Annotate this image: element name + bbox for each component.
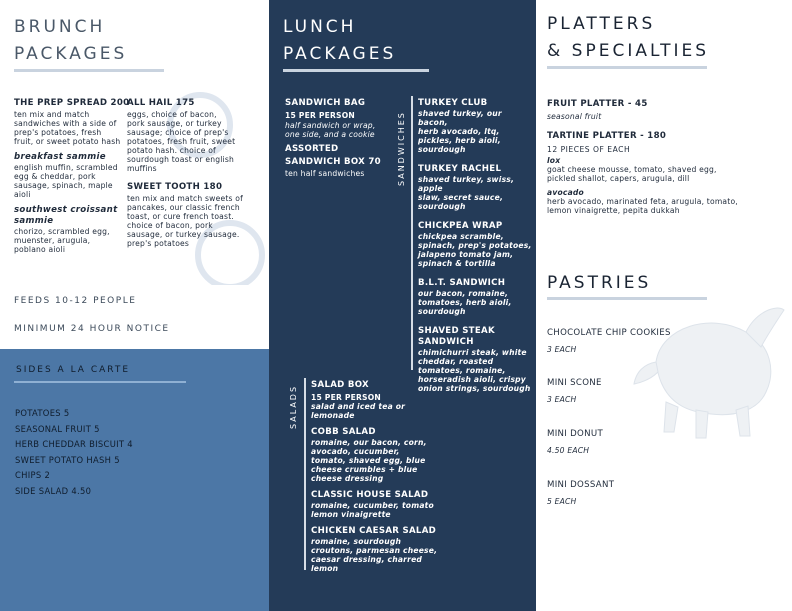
lox-desc: goat cheese mousse, tomato, shaved egg, pickled shallot, capers, arugula, dill (547, 165, 717, 183)
southwest-croissant-desc: chorizo, scrambled egg, muenster, arugula, poblano aioli (14, 227, 110, 254)
list-item (547, 378, 671, 429)
list-item (311, 490, 461, 519)
pastry-title: CHOCOLATE CHIP COOKIES (547, 328, 671, 338)
sandwich-bag-price: 15 PER PERSON (285, 111, 355, 120)
list-item (418, 278, 534, 316)
list-item: HERB CHEDDAR BISCUIT 4 (15, 439, 133, 449)
fruit-platter-title: FRUIT PLATTER - 45 (547, 99, 648, 109)
sandwich-desc: shaved turkey, swiss, apple slaw, secret sauce, sourdough (418, 175, 515, 211)
lunch-title: LUNCH PACKAGES (283, 17, 397, 64)
pastries-list (547, 328, 671, 506)
sides-title-rule (14, 381, 186, 383)
sandwiches-list (418, 98, 534, 393)
pastry-title: MINI DOSSANT (547, 480, 615, 490)
pastry-price: 3 EACH (547, 395, 577, 404)
sandwich-bag-title: SANDWICH BAG (285, 98, 366, 108)
list-item (418, 221, 534, 268)
list-item (311, 427, 461, 483)
platters-section (536, 0, 792, 611)
assorted-box-title: ASSORTED SANDWICH BOX 70 (285, 144, 381, 167)
southwest-croissant-title: southwest croissant sammie (14, 205, 118, 226)
sandwich-desc: chickpea scramble, spinach, prep's potatoes, jalapeno tomato jam, spinach & tortilla (418, 232, 532, 268)
brunch-title-rule (14, 69, 164, 72)
lunch-section (269, 0, 536, 611)
list-item: SEASONAL FRUIT 5 (15, 423, 100, 434)
sweet-tooth-desc: ten mix and match sweets of pancakes, our classic french toast, or cure french toast. choice of bacon, pork sausage, or turkey sausage. prep's potatoes (127, 194, 243, 248)
salad-desc: romaine, cucumber, tomato lemon vinaigrette (311, 501, 434, 519)
prep-spread-item (14, 98, 129, 254)
platters-title: PLATTERS & SPECIALTIES (547, 14, 710, 61)
list-item (418, 164, 534, 211)
sweet-tooth-title: SWEET TOOTH 180 (127, 182, 223, 192)
list-item (418, 98, 534, 154)
avocado-title: avocado (547, 188, 584, 197)
fruit-platter-item (547, 99, 787, 121)
brunch-section (0, 0, 269, 349)
sandwich-title: TURKEY RACHEL (418, 164, 502, 174)
sides-list (15, 406, 133, 499)
pastry-price: 5 EACH (547, 497, 577, 506)
salad-desc: romaine, our bacon, corn, avocado, cucumber, tomato, shaved egg, blue cheese crumbles + blue cheese dressing (311, 438, 427, 483)
salad-title: CLASSIC HOUSE SALAD (311, 490, 429, 500)
list-item (547, 429, 671, 480)
prep-spread-title: THE PREP SPREAD 200 (14, 98, 130, 108)
avocado-desc: herb avocado, marinated feta, arugula, tomato, lemon vinaigrette, pepita dukkah (547, 197, 738, 215)
pastries-title-rule (547, 297, 707, 300)
lunch-title-rule (283, 69, 429, 72)
list-item: CHIPS 2 (15, 470, 51, 480)
salad-title: SALAD BOX (311, 380, 369, 390)
assorted-box-desc: ten half sandwiches (285, 169, 365, 178)
list-item: POTATOES 5 (15, 408, 70, 418)
salads-divider (304, 378, 306, 570)
sandwich-desc: our bacon, romaine, tomatoes, herb aioli, sourdough (418, 289, 512, 316)
sandwich-bag-desc: half sandwich or wrap, one side, and a cookie (285, 121, 376, 139)
breakfast-sammie-title: breakfast sammie (14, 152, 106, 162)
sides-title: SIDES A LA CARTE (16, 365, 131, 375)
sandwiches-vertical-label: SANDWICHES (397, 111, 406, 186)
tartine-platter-title: TARTINE PLATTER - 180 (547, 131, 667, 141)
sandwich-title: B.L.T. SANDWICH (418, 278, 506, 288)
list-item (311, 380, 461, 420)
sides-section (0, 349, 269, 611)
all-hail-title: ALL HAIL 175 (127, 98, 195, 108)
brunch-title: BRUNCH PACKAGES (14, 17, 128, 64)
sandwich-title: SHAVED STEAK SANDWICH (418, 326, 495, 347)
pastries-title: PASTRIES (547, 273, 652, 293)
feeds-note: FEEDS 10-12 PEOPLE (14, 296, 137, 306)
list-item: SWEET POTATO HASH 5 (15, 454, 120, 465)
sandwiches-divider (411, 96, 413, 370)
sandwich-title: CHICKPEA WRAP (418, 221, 503, 231)
tartine-platter-sub: 12 PIECES OF EACH (547, 145, 631, 154)
salads-list (311, 380, 461, 573)
pastry-price: 3 EACH (547, 345, 577, 354)
sandwich-desc: shaved turkey, our bacon, herb avocado, ltq, pickles, herb aioli, sourdough (418, 109, 502, 154)
sandwich-bag-item (285, 98, 393, 178)
lox-title: lox (547, 156, 561, 165)
salad-price: 15 PER PERSON (311, 393, 381, 402)
pastry-title: MINI SCONE (547, 378, 602, 388)
tartine-platter-item (547, 131, 787, 215)
list-item (547, 480, 671, 506)
fruit-platter-desc: seasonal fruit (547, 112, 602, 121)
all-hail-item (127, 98, 267, 248)
salad-title: CHICKEN CAESAR SALAD (311, 526, 437, 536)
salad-desc: salad and iced tea or lemonade (311, 402, 406, 420)
prep-spread-desc: ten mix and match sandwiches with a side of prep's potatoes, fresh fruit, or sweet potato hash (14, 110, 121, 146)
breakfast-sammie-desc: english muffin, scrambled egg & cheddar, pork sausage, spinach, maple aioli (14, 163, 118, 199)
salads-vertical-label: SALADS (289, 384, 298, 429)
salad-title: COBB SALAD (311, 427, 376, 437)
pastry-title: MINI DONUT (547, 429, 603, 439)
list-item: SIDE SALAD 4.50 (15, 485, 92, 496)
sandwich-title: TURKEY CLUB (418, 98, 488, 108)
pastry-price: 4.50 EACH (547, 446, 590, 455)
platters-title-rule (547, 66, 707, 69)
notice-note: MINIMUM 24 HOUR NOTICE (14, 324, 170, 334)
all-hail-desc: eggs, choice of bacon, pork sausage, or turkey sausage; choice of prep's potatoes, fresh fruit, sweet potato hash. choice of sourdough toast or english muffins (127, 110, 236, 173)
list-item (311, 526, 461, 573)
salad-desc: romaine, sourdough croutons, parmesan cheese, caesar dressing, charred lemon (311, 537, 438, 573)
list-item (547, 328, 671, 378)
sandwich-desc: chimichurri steak, white cheddar, roasted tomatoes, romaine, horseradish aioli, crispy onion strings, sourdough (418, 348, 531, 393)
